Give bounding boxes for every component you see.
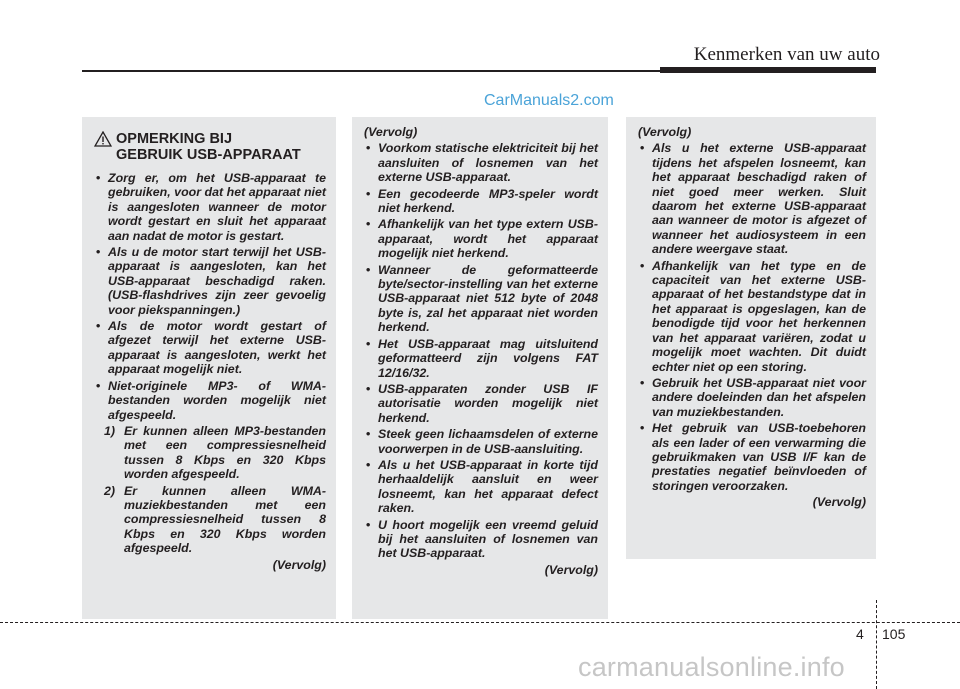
list-item: • Een gecodeerde MP3-speler wordt niet herkend. [364, 187, 598, 216]
list-item: • Voorkom statische elektriciteit bij het aansluiten of losnemen van het externe USB-apparaat. [364, 141, 598, 184]
notice-box-continued-3 [626, 117, 876, 559]
notice-bullet-list [364, 141, 598, 560]
continued-footer: (Vervolg) [544, 562, 598, 577]
continued-header: (Vervolg) [638, 125, 692, 139]
list-item: • Gebruik het USB-apparaat niet voor andere doeleinden dan het afspelen van muziekbestanden. [638, 376, 866, 419]
list-item: • Als u het USB-apparaat in korte tijd herhaaldelijk aansluit en weer losneemt, kan het apparaat defect raken. [364, 458, 598, 516]
watermark-top: CarManuals2.com [484, 92, 614, 109]
numbered-item [94, 424, 326, 482]
footer-divider [876, 600, 877, 689]
list-item: • USB-apparaten zonder USB IF autorisatie worden mogelijk niet herkend. [364, 382, 598, 425]
list-item: • Het gebruik van USB-toebehoren als een lader of een verwarming die gebruikmaken van USB I/F kan de prestaties negatief beïnvloeden of storingen veroorzaken. [638, 421, 866, 493]
list-item: • Als de motor wordt gestart of afgezet terwijl het externe USB-apparaat is aangesloten, werkt het apparaat mogelijk niet. [94, 319, 326, 377]
numbered-item-text: Er kunnen alleen MP3-bestanden met een compressiesnelheid tussen 8 Kbps en 320 Kbps worden afgespeeld. [124, 423, 326, 482]
header-rule-thin [82, 70, 660, 72]
page-header-title: Kenmerken van uw auto [693, 44, 880, 65]
notice-title-line2: GEBRUIK USB-APPARAAT [116, 147, 301, 163]
warning-triangle-icon [94, 131, 112, 147]
list-item: • U hoort mogelijk een vreemd geluid bij het aansluiten of losnemen van het USB-apparaat. [364, 518, 598, 561]
list-item: • Afhankelijk van het type extern USB-apparaat, wordt het apparaat mogelijk niet herkend. [364, 217, 598, 260]
watermark-bottom: carmanualsonline.info [578, 652, 845, 682]
notice-bullet-list [638, 141, 866, 493]
notice-title-line1: OPMERKING BIJ [116, 131, 233, 147]
list-item: • Als u de motor start terwijl het USB-apparaat is aangesloten, kan het USB-apparaat beschadigd raken. (USB-flashdrives zijn zeer gevoelig voor piekspanningen.) [94, 245, 326, 317]
header-rule-thick [660, 67, 876, 73]
notice-title [94, 131, 326, 163]
notice-box-continued-2 [352, 117, 608, 619]
list-item: • Wanneer de geformatteerde byte/sector-instelling van het externe USB-apparaat niet 512 byte of 2048 byte is, zal het apparaat niet worden herkend. [364, 263, 598, 335]
page-number: 105 [882, 626, 906, 642]
notice-box-usb-usage [82, 117, 336, 619]
list-item: • Steek geen lichaamsdelen of externe voorwerpen in de USB-aansluiting. [364, 427, 598, 456]
list-item: • Afhankelijk van het type en de capaciteit van het externe USB-apparaat of het bestandstype dat in het apparaat is opgeslagen, kan de benodigde tijd voor het herkennen van het apparaat variëren, zodat u mogelijk moet wachten. Dit duidt echter niet op een storing. [638, 259, 866, 374]
numbered-item-label: 2) [104, 483, 116, 498]
continued-footer: (Vervolg) [272, 557, 326, 572]
footer-rule [0, 622, 960, 623]
numbered-item-text: Er kunnen alleen WMA-muziekbestanden met een compressiesnelheid tussen 8 Kbps en 320 Kbps worden afgespeeld. [124, 483, 326, 556]
list-item: • Zorg er, om het USB-apparaat te gebruiken, voor dat het apparaat niet is aangesloten wanneer de motor wordt gestart en sluit het apparaat aan nadat de motor is gestart. [94, 171, 326, 243]
continued-footer: (Vervolg) [812, 495, 866, 510]
numbered-item [94, 484, 326, 556]
list-item: • Als u het externe USB-apparaat tijdens het afspelen losneemt, kan het apparaat beschadigd raken of niet goed meer werken. Sluit daarom het externe USB-apparaat aan wanneer de motor is afgezet of wanneer het audiosysteem in een andere weergave staat. [638, 141, 866, 256]
page-chapter: 4 [856, 626, 864, 642]
list-item: • Niet-originele MP3- of WMA-bestanden worden mogelijk niet afgespeeld. [94, 379, 326, 422]
notice-bullet-list [94, 171, 326, 556]
continued-header: (Vervolg) [364, 125, 418, 139]
list-item: • Het USB-apparaat mag uitsluitend geformatteerd zijn volgens FAT 12/16/32. [364, 337, 598, 380]
numbered-item-label: 1) [104, 423, 116, 438]
